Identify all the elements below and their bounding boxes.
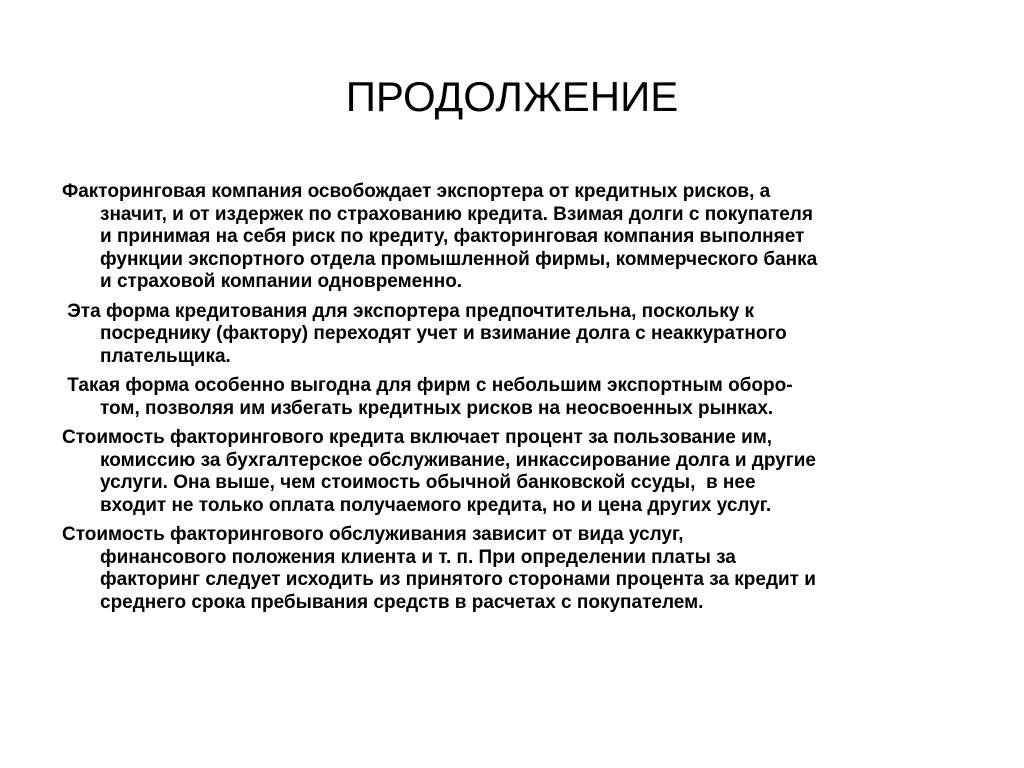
paragraph-line: входит не только оплата получаемого кредита, но и цена других услуг. bbox=[100, 494, 772, 516]
paragraph-line: плательщика. bbox=[100, 345, 231, 367]
paragraph-factoring-company bbox=[62, 181, 982, 294]
paragraph-line: Стоимость факторингового обслуживания зависит от вида услуг, bbox=[62, 524, 684, 545]
slide-title: ПРОДОЛЖЕНИЕ bbox=[345, 73, 679, 120]
paragraph-credit-form bbox=[62, 301, 982, 369]
paragraph-line: Стоимость факторингового кредита включает процент за пользование им, bbox=[62, 427, 773, 448]
paragraph-line: услуги. Она выше, чем стоимость обычной банковской ссуды, в нее bbox=[100, 472, 756, 493]
paragraph-line: Эта форма кредитования для экспортера предпочтительна, поскольку к bbox=[62, 300, 755, 322]
paragraph-line: функции экспортного отдела промышленной фирмы, коммерческого банка bbox=[100, 248, 818, 270]
paragraph-line: факторинг следует исходить из принятого сторонами процента за кредит и bbox=[100, 569, 816, 590]
paragraph-line: Такая форма особенно выгодна для фирм с небольшим экспортным оборо- bbox=[62, 375, 793, 396]
paragraph-line: значит, и от издержек по страхованию кредита. Взимая долги с покупателя bbox=[100, 203, 813, 225]
paragraph-line: и принимая на себя риск по кредиту, факторинговая компания выполняет bbox=[100, 226, 805, 247]
paragraph-line: Факторинговая компания освобождает экспортера от кредитных рисков, а bbox=[62, 181, 771, 202]
paragraph-credit-cost bbox=[62, 427, 982, 517]
paragraph-small-exporters bbox=[62, 375, 982, 420]
paragraph-line: и страховой компании одновременно. bbox=[100, 271, 463, 292]
paragraph-line: среднего срока пребывания средств в расчетах с покупателем. bbox=[100, 591, 704, 613]
paragraph-line: финансового положения клиента и т. п. При определении платы за bbox=[100, 546, 736, 568]
paragraph-service-cost bbox=[62, 524, 982, 614]
paragraph-line: посреднику (фактору) переходят учет и взимание долга с неаккуратного bbox=[100, 323, 787, 344]
slide-body bbox=[62, 181, 982, 621]
paragraph-line: том, позволяя им избегать кредитных рисков на неосвоенных рынках. bbox=[100, 397, 774, 419]
paragraph-line: комиссию за бухгалтерское обслуживание, инкассирование долга и другие bbox=[100, 449, 816, 471]
